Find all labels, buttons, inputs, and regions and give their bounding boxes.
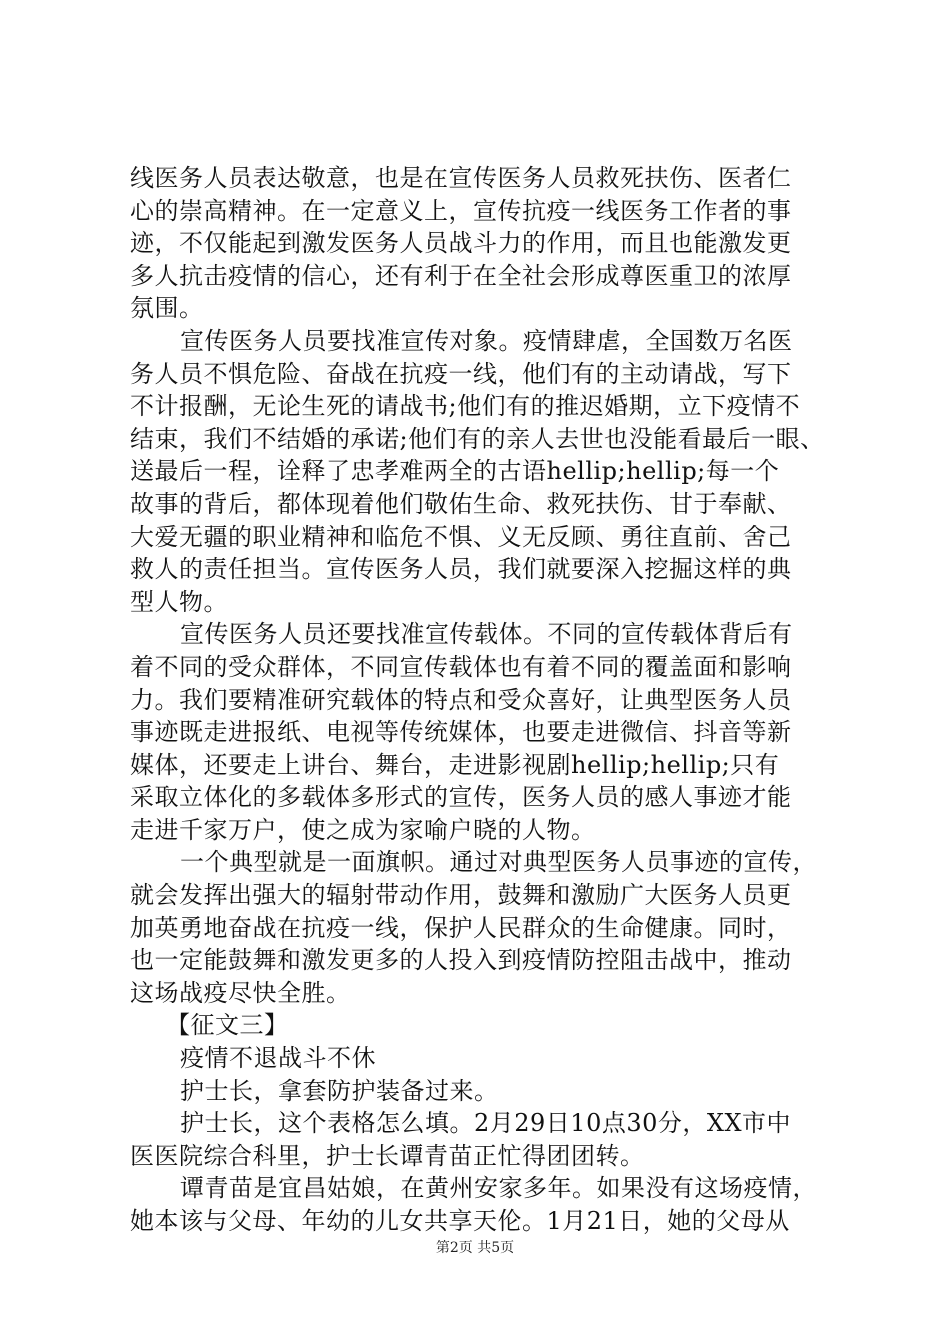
text-line: 加英勇地奋战在抗疫一线，保护人民群众的生命健康。同时， <box>130 913 792 942</box>
text-line: 她本该与父母、年幼的儿女共享天伦。1月21日，她的父母从 <box>130 1207 790 1235</box>
text-line: 医医院综合科里，护士长谭青苗正忙得团团转。 <box>130 1141 645 1170</box>
paragraph-start-line: 宣传医务人员要找准宣传对象。疫情肆虐，全国数万名医 <box>180 326 793 355</box>
text-line: 务人员不惧危险、奋战在抗疫一线，他们有的主动请战，写下 <box>130 359 792 388</box>
text-line: 大爱无疆的职业精神和临危不惧、义无反顾、勇往直前、舍己 <box>130 522 792 551</box>
article-title: 疫情不退战斗不休 <box>180 1044 376 1073</box>
text-line: 线医务人员表达敬意，也是在宣传医务人员救死扶伤、医者仁 <box>130 164 792 192</box>
text-line: 事迹既走进报纸、电视等传统媒体，也要走进微信、抖音等新 <box>130 718 792 747</box>
paragraph-start-line: 护士长，这个表格怎么填。2月29日10点30分，XX市中 <box>180 1109 792 1138</box>
paragraph-start-line: 宣传医务人员还要找准宣传载体。不同的宣传载体背后有 <box>180 620 793 649</box>
document-body <box>130 162 830 1238</box>
text-line: 不计报酬，无论生死的请战书;他们有的推迟婚期，立下疫情不 <box>130 392 801 421</box>
text-line: 也一定能鼓舞和激发更多的人投入到疫情防控阻击战中，推动 <box>130 946 792 975</box>
paragraph-start-line: 护士长，拿套防护装备过来。 <box>180 1076 499 1105</box>
text-line: 就会发挥出强大的辐射带动作用，鼓舞和激励广大医务人员更 <box>130 881 792 910</box>
text-line: 走进千家万户，使之成为家喻户晓的人物。 <box>130 815 596 844</box>
text-line: 送最后一程，诠释了忠孝难两全的古语hellip;hellip;每一个 <box>130 457 780 486</box>
paragraph-start-line: 谭青苗是宜昌姑娘，在黄州安家多年。如果没有这场疫情， <box>180 1174 817 1203</box>
section-heading: 【征文三】 <box>166 1011 289 1040</box>
text-line: 救人的责任担当。宣传医务人员，我们就要深入挖掘这样的典 <box>130 555 792 584</box>
text-line: 迹，不仅能起到激发医务人员战斗力的作用，而且也能激发更 <box>130 229 792 258</box>
text-line: 这场战疫尽快全胜。 <box>130 978 351 1007</box>
page-footer: 第2页 共5页 <box>435 1240 515 1256</box>
text-line: 采取立体化的多载体多形式的宣传，医务人员的感人事迹才能 <box>130 783 792 812</box>
text-line: 力。我们要精准研究载体的特点和受众喜好，让典型医务人员 <box>130 685 792 714</box>
text-line: 结束，我们不结婚的承诺;他们有的亲人去世也没能看最后一眼、 <box>130 424 825 453</box>
text-line: 故事的背后，都体现着他们敬佑生命、救死扶伤、甘于奉献、 <box>130 489 792 518</box>
text-line: 媒体，还要走上讲台、舞台，走进影视剧hellip;hellip;只有 <box>130 750 780 779</box>
text-line: 型人物。 <box>130 587 228 616</box>
text-line: 着不同的受众群体，不同宣传载体也有着不同的覆盖面和影响 <box>130 652 792 681</box>
text-line: 氛围。 <box>130 294 204 323</box>
paragraph-start-line: 一个典型就是一面旗帜。通过对典型医务人员事迹的宣传， <box>180 848 817 877</box>
text-line: 多人抗击疫情的信心，还有利于在全社会形成尊医重卫的浓厚 <box>130 261 792 290</box>
text-line: 心的崇高精神。在一定意义上，宣传抗疫一线医务工作者的事 <box>130 196 792 225</box>
